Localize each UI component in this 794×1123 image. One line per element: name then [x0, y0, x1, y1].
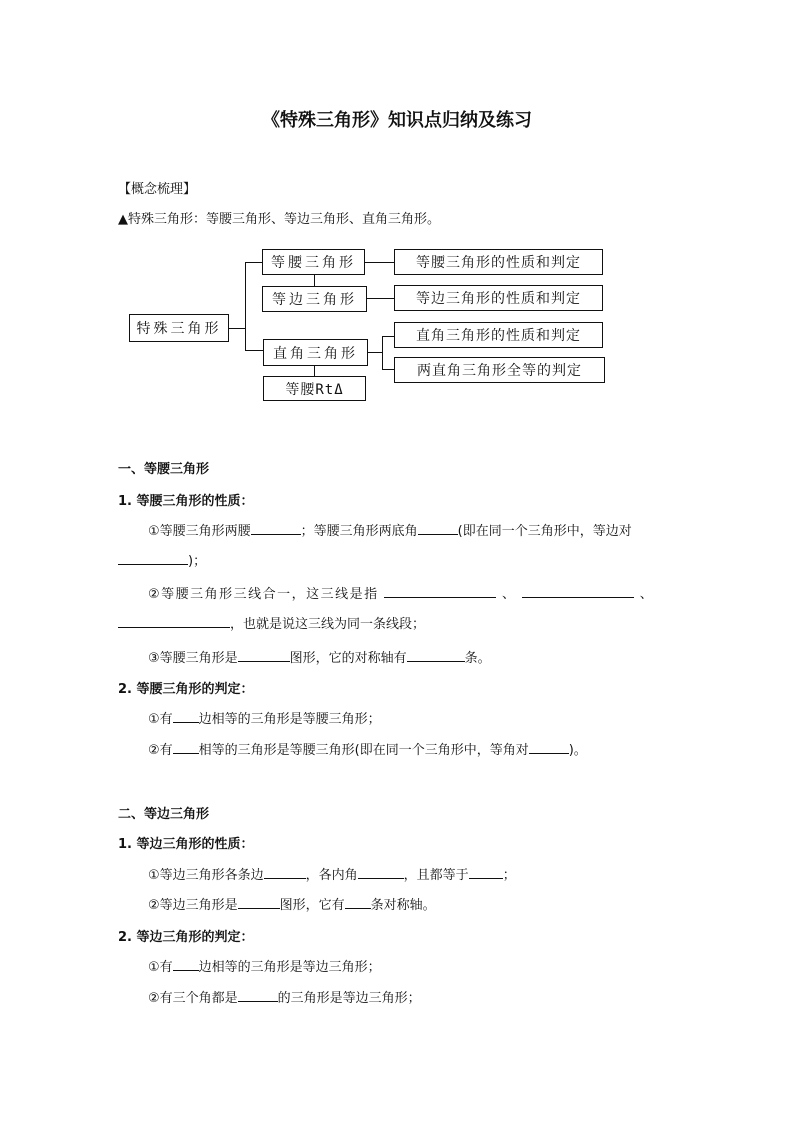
- connector-line: [245, 350, 263, 351]
- concept-header: 【概念梳理】: [118, 182, 197, 197]
- diagram-box-isosceles: 等腰三角形: [262, 249, 365, 275]
- section1-sub2: 2. 等腰三角形的判定：: [118, 682, 254, 697]
- connector-line: [368, 352, 382, 353]
- connector-line: [314, 366, 315, 376]
- diagram-box-equilateral: 等边三角形: [262, 286, 367, 312]
- s2-property-line-2: ②等边三角形是 图形，它有 条对称轴。: [148, 898, 436, 913]
- answer-blank[interactable]: [358, 866, 404, 879]
- connector-line: [382, 369, 394, 370]
- answer-blank[interactable]: [173, 958, 199, 971]
- answer-blank[interactable]: [522, 585, 634, 598]
- connector-line: [245, 262, 246, 350]
- diagram-box-right: 直角三角形: [263, 339, 368, 366]
- connector-line: [382, 336, 383, 369]
- diagram-box-iso-right: 等腰RtΔ: [263, 376, 366, 401]
- s1-property-line-2: ②等腰三角形三线合一，这三线是指 、 、: [148, 587, 655, 602]
- connector-line: [229, 328, 245, 329]
- answer-blank[interactable]: [173, 741, 199, 754]
- answer-blank[interactable]: [407, 649, 465, 662]
- answer-blank[interactable]: [384, 585, 496, 598]
- answer-blank[interactable]: [345, 896, 371, 909]
- answer-blank[interactable]: [173, 710, 199, 723]
- diagram-box-root: 特殊三角形: [129, 314, 229, 342]
- page-title: 《特殊三角形》知识点归纳及练习: [262, 110, 532, 131]
- answer-blank[interactable]: [529, 741, 569, 754]
- section2-heading: 二、等边三角形: [118, 807, 210, 822]
- answer-blank[interactable]: [238, 989, 278, 1002]
- connector-line: [314, 274, 315, 286]
- answer-blank[interactable]: [418, 522, 458, 535]
- answer-blank[interactable]: [469, 866, 503, 879]
- diagram-box-iso-prop: 等腰三角形的性质和判定: [394, 249, 603, 275]
- section1-sub1: 1. 等腰三角形的性质：: [118, 494, 254, 509]
- diagram-box-right-prop: 直角三角形的性质和判定: [394, 322, 603, 348]
- s1-property-line-1b: )；: [118, 550, 206, 569]
- answer-blank[interactable]: [118, 615, 230, 628]
- connector-line: [245, 262, 262, 263]
- connector-line: [382, 336, 394, 337]
- section2-sub1: 1. 等边三角形的性质：: [118, 837, 254, 852]
- s1-property-line-2b: ，也就是说这三线为同一条线段；: [118, 613, 425, 632]
- diagram-box-equi-prop: 等边三角形的性质和判定: [394, 285, 603, 311]
- s1-judgment-line-2: ②有 相等的三角形是等腰三角形(即在同一个三角形中，等角对 )。: [148, 743, 587, 758]
- answer-blank[interactable]: [251, 522, 301, 535]
- answer-blank[interactable]: [238, 649, 290, 662]
- s2-judgment-line-1: ①有 边相等的三角形是等边三角形；: [148, 960, 381, 975]
- section2-sub2: 2. 等边三角形的判定：: [118, 930, 254, 945]
- s2-property-line-1: ①等边三角形各条边 ，各内角 ，且都等于 ；: [148, 868, 516, 883]
- answer-blank[interactable]: [264, 866, 306, 879]
- section1-heading: 一、等腰三角形: [118, 462, 210, 477]
- s1-property-line-1: ①等腰三角形两腰 ；等腰三角形两底角 (即在同一个三角形中，等边对: [148, 524, 632, 539]
- answer-blank[interactable]: [118, 552, 188, 565]
- answer-blank[interactable]: [238, 896, 280, 909]
- s2-judgment-line-2: ②有三个角都是 的三角形是等边三角形；: [148, 991, 421, 1006]
- connector-line: [365, 262, 394, 263]
- connector-line: [367, 298, 394, 299]
- s1-judgment-line-1: ①有 边相等的三角形是等腰三角形；: [148, 712, 381, 727]
- s1-property-line-3: ③等腰三角形是 图形，它的对称轴有 条。: [148, 651, 491, 666]
- diagram-box-right-congr: 两直角三角形全等的判定: [394, 357, 605, 383]
- intro-text: ▲特殊三角形：等腰三角形、等边三角形、直角三角形。: [118, 212, 440, 227]
